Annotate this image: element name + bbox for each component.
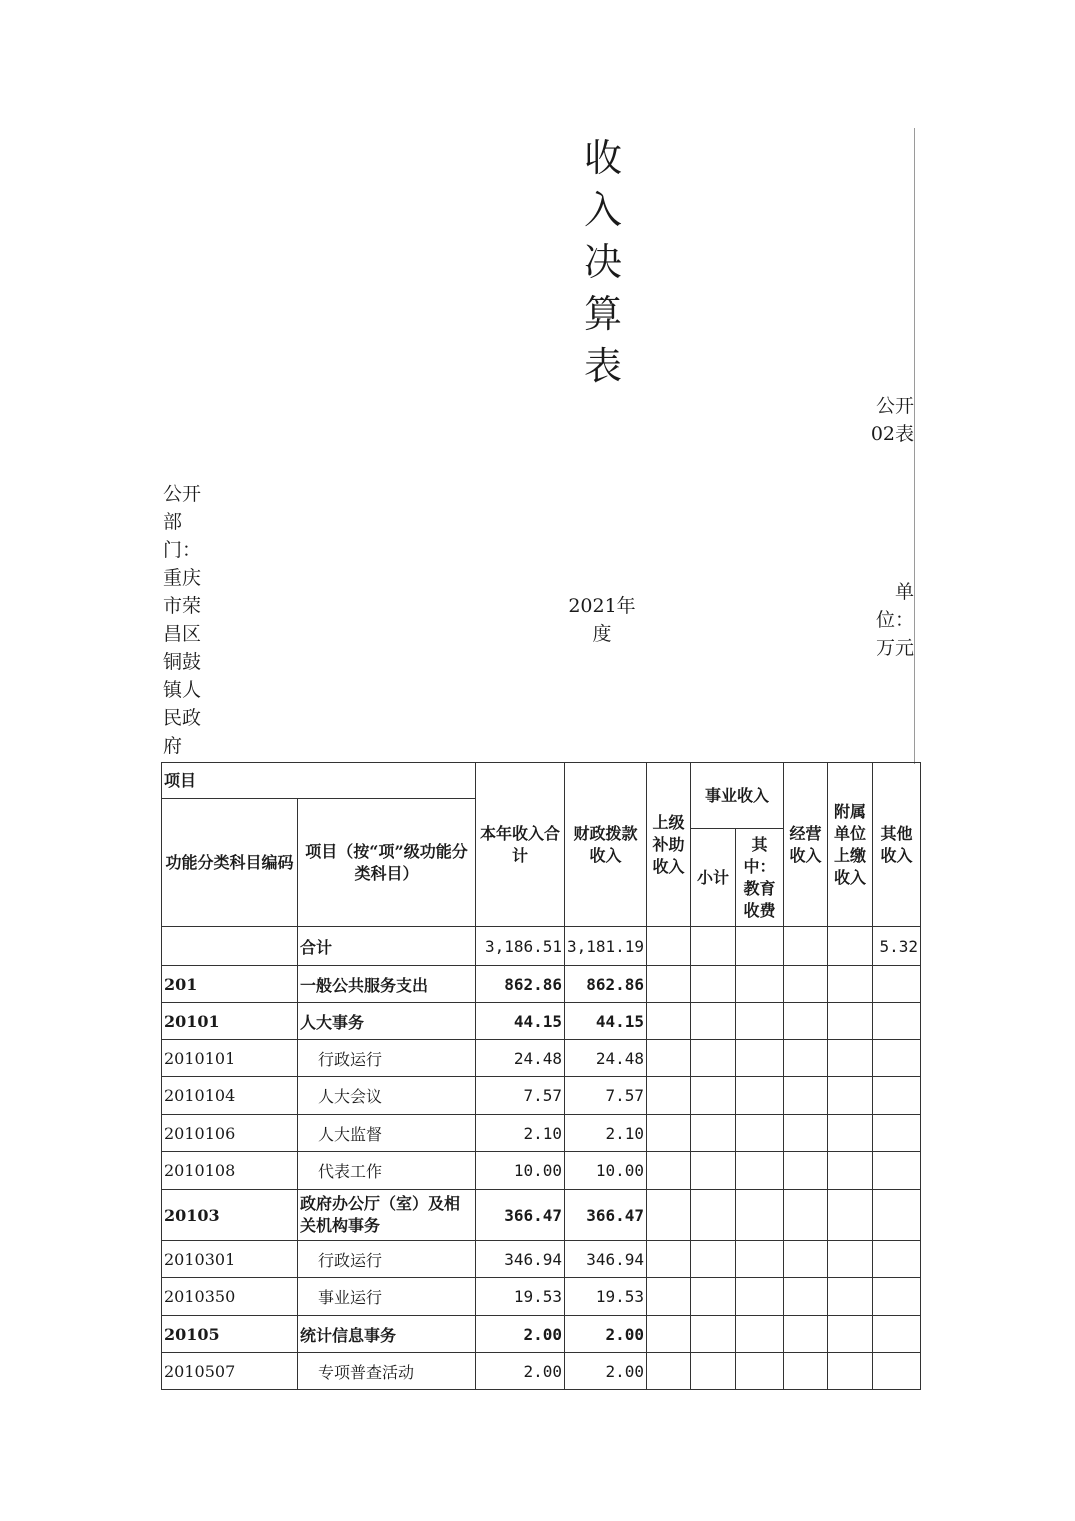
row-code: 2010350	[162, 1278, 298, 1316]
document-title	[578, 132, 628, 392]
header-other: 其他收入	[873, 763, 921, 927]
total-row	[162, 927, 921, 966]
header-upper: 上级补助收入	[647, 763, 691, 927]
row-code: 2010106	[162, 1115, 298, 1152]
row-total: 346.94	[476, 1241, 565, 1278]
total-value: 3,186.51	[476, 927, 565, 966]
total-other: 5.32	[873, 927, 921, 966]
row-total: 2.00	[476, 1316, 565, 1353]
row-fiscal: 346.94	[565, 1241, 647, 1278]
row-name: 人大事务	[298, 1003, 476, 1040]
row-name: 专项普查活动	[298, 1353, 476, 1390]
header-fushu: 附属单位上缴收入	[828, 763, 873, 927]
row-fiscal: 2.00	[565, 1353, 647, 1390]
header-edu: 其中：教育收费	[736, 829, 784, 927]
row-name: 人大监督	[298, 1115, 476, 1152]
row-total: 7.57	[476, 1077, 565, 1115]
header-total: 本年收入合计	[476, 763, 565, 927]
department-label: 公开部门：重庆市荣昌区铜鼓镇人民政府	[163, 483, 202, 757]
header-project: 项目	[162, 763, 476, 799]
row-code: 2010104	[162, 1077, 298, 1115]
fiscal-year: 2021年度	[568, 595, 636, 645]
row-fiscal: 2.10	[565, 1115, 647, 1152]
row-name: 政府办公厅（室）及相关机构事务	[298, 1190, 476, 1241]
table-row	[162, 1040, 921, 1077]
title-char: 收	[583, 136, 622, 180]
row-code: 20105	[162, 1316, 298, 1353]
row-fiscal: 44.15	[565, 1003, 647, 1040]
header-code: 功能分类科目编码	[162, 799, 298, 927]
table-number: 公开02表	[870, 395, 914, 445]
row-name: 行政运行	[298, 1040, 476, 1077]
row-fiscal: 24.48	[565, 1040, 647, 1077]
table-row	[162, 1316, 921, 1353]
row-total: 44.15	[476, 1003, 565, 1040]
row-fiscal: 7.57	[565, 1077, 647, 1115]
row-code: 2010507	[162, 1353, 298, 1390]
row-code: 2010108	[162, 1152, 298, 1190]
table-row	[162, 1115, 921, 1152]
income-table	[161, 762, 921, 1390]
row-total: 862.86	[476, 966, 565, 1003]
row-code: 2010101	[162, 1040, 298, 1077]
title-char: 表	[583, 344, 622, 388]
row-total: 24.48	[476, 1040, 565, 1077]
row-name: 一般公共服务支出	[298, 966, 476, 1003]
row-fiscal: 2.00	[565, 1316, 647, 1353]
row-fiscal: 10.00	[565, 1152, 647, 1190]
row-name: 事业运行	[298, 1278, 476, 1316]
row-total: 19.53	[476, 1278, 565, 1316]
header-subtotal: 小计	[691, 829, 736, 927]
total-label: 合计	[298, 927, 476, 966]
row-total: 366.47	[476, 1190, 565, 1241]
row-name: 人大会议	[298, 1077, 476, 1115]
row-total: 10.00	[476, 1152, 565, 1190]
row-name: 行政运行	[298, 1241, 476, 1278]
header-jingying: 经营收入	[784, 763, 828, 927]
row-name: 代表工作	[298, 1152, 476, 1190]
row-name: 统计信息事务	[298, 1316, 476, 1353]
table-row	[162, 1152, 921, 1190]
row-total: 2.00	[476, 1353, 565, 1390]
total-fiscal: 3,181.19	[565, 927, 647, 966]
table-row	[162, 1003, 921, 1040]
row-total: 2.10	[476, 1115, 565, 1152]
title-char: 入	[583, 188, 622, 232]
row-code: 201	[162, 966, 298, 1003]
table-row	[162, 966, 921, 1003]
row-fiscal: 19.53	[565, 1278, 647, 1316]
header-shiye: 事业收入	[691, 763, 784, 829]
title-char: 算	[583, 292, 622, 336]
table-row	[162, 1278, 921, 1316]
table-row	[162, 1077, 921, 1115]
header-fiscal: 财政拨款收入	[565, 763, 647, 927]
row-code: 20101	[162, 1003, 298, 1040]
row-fiscal: 366.47	[565, 1190, 647, 1241]
row-fiscal: 862.86	[565, 966, 647, 1003]
page-right-border	[914, 128, 915, 764]
title-char: 决	[583, 240, 622, 284]
table-row	[162, 1353, 921, 1390]
row-code: 2010301	[162, 1241, 298, 1278]
header-name: 项目（按“项”级功能分类科目）	[298, 799, 476, 927]
table-row	[162, 1190, 921, 1241]
unit-label: 单位：万元	[875, 581, 914, 659]
table-row	[162, 1241, 921, 1278]
row-code: 20103	[162, 1190, 298, 1241]
